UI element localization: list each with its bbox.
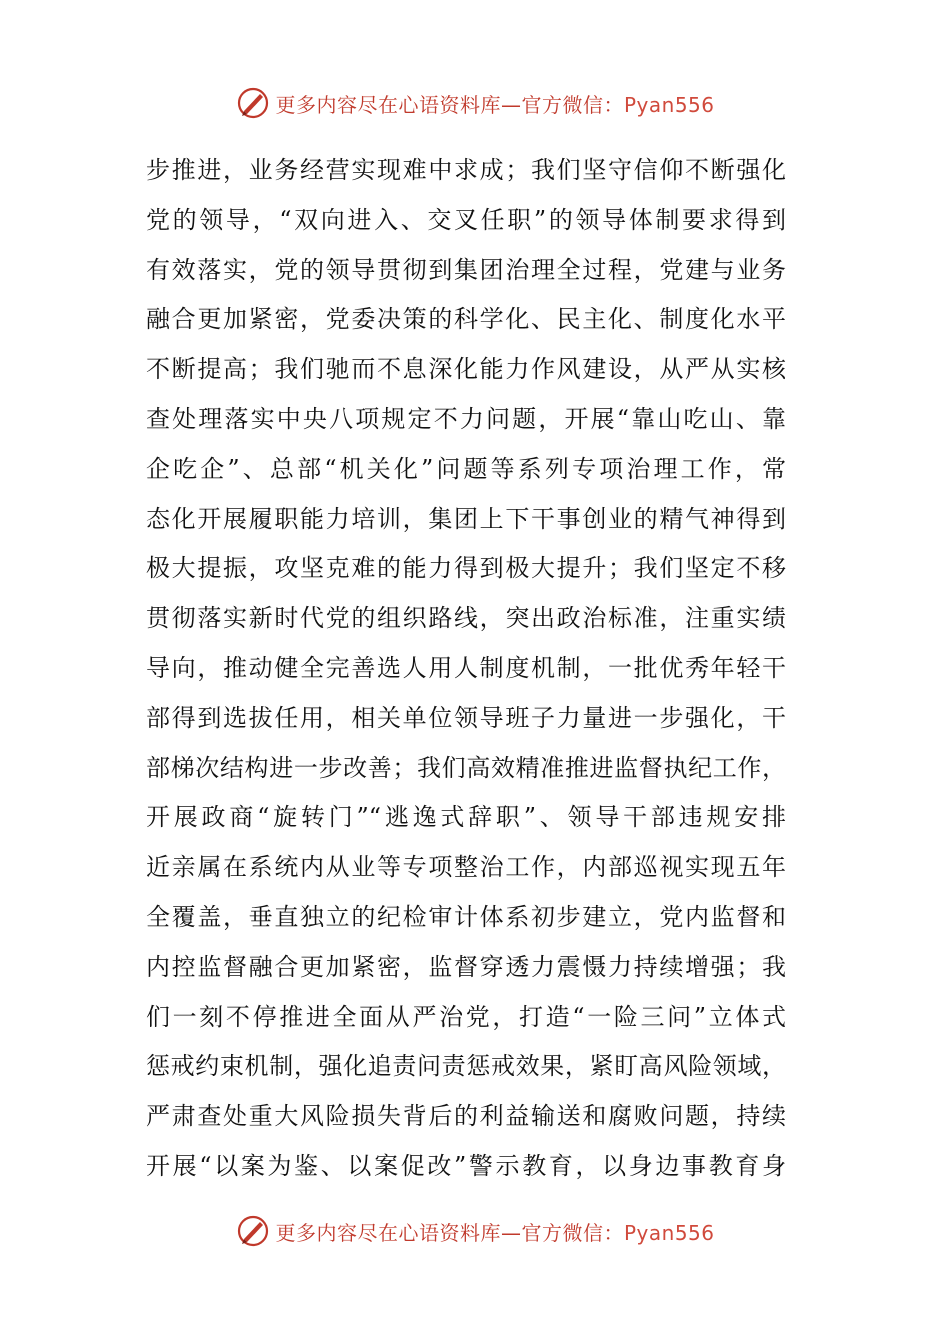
text-line-1: 步推进，业务经营实现难中求成；我们坚守信仰不断强化	[146, 156, 786, 184]
text-line-18: 们一刻不停推进全面从严治党，打造“一险三问”立体式	[146, 1002, 786, 1031]
text-line-7: 企吃企”、总部“机关化”问题等系列专项治理工作，常	[146, 454, 786, 483]
text-line-12: 部得到选拔任用，相关单位领导班子力量进一步强化，干	[146, 703, 786, 732]
footer-banner-text	[275, 1217, 714, 1246]
text-line-9: 极大提振，攻坚克难的能力得到极大提升；我们坚定不移	[146, 554, 786, 583]
footer-watermark-banner	[0, 1211, 950, 1251]
pen-circle-logo-icon	[235, 85, 271, 121]
text-line-5: 不断提高；我们驰而不息深化能力作风建设，从严从实核	[146, 355, 786, 384]
text-line-17: 内控监督融合更加紧密，监督穿透力震慑力持续增强；我	[146, 952, 786, 981]
text-line-2: 党的领导，“双向进入、交叉任职”的领导体制要求得到	[146, 205, 786, 234]
header-watermark-banner	[0, 83, 950, 123]
header-banner-label: 更多内容尽在心语资料库—官方微信：	[275, 92, 624, 117]
text-line-16: 全覆盖，垂直独立的纪检审计体系初步建立，党内监督和	[146, 902, 786, 931]
text-line-6: 查处理落实中央八项规定不力问题，开展“靠山吃山、靠	[146, 404, 786, 433]
footer-banner-handle: Pyan556	[623, 1220, 715, 1245]
footer-banner-label: 更多内容尽在心语资料库—官方微信：	[275, 1220, 624, 1245]
text-line-14: 开展政商“旋转门”“逃逸式辞职”、领导干部违规安排	[146, 803, 786, 832]
text-line-13: 部梯次结构进一步改善；我们高效精准推进监督执纪工作，	[146, 753, 786, 782]
text-line-3: 有效落实，党的领导贯彻到集团治理全过程，党建与业务	[146, 255, 786, 284]
text-line-15: 近亲属在系统内从业等专项整治工作，内部巡视实现五年	[146, 853, 786, 882]
text-line-11: 导向，推动健全完善选人用人制度机制，一批优秀年轻干	[146, 653, 786, 682]
header-banner-text	[275, 89, 714, 118]
header-banner-handle: Pyan556	[623, 92, 715, 117]
text-line-20: 严肃查处重大风险损失背后的利益输送和腐败问题，持续	[146, 1102, 786, 1131]
text-line-21: 开展“以案为鉴、以案促改”警示教育，以身边事教育身	[146, 1151, 786, 1180]
text-line-10: 贯彻落实新时代党的组织路线，突出政治标准，注重实绩	[146, 604, 786, 633]
document-body	[146, 146, 786, 1192]
text-line-8: 态化开展履职能力培训，集团上下干事创业的精气神得到	[146, 504, 786, 533]
text-line-19: 惩戒约束机制，强化追责问责惩戒效果，紧盯高风险领域，	[146, 1052, 786, 1081]
pen-circle-logo-icon	[235, 1213, 271, 1249]
text-line-4: 融合更加紧密，党委决策的科学化、民主化、制度化水平	[146, 305, 786, 334]
